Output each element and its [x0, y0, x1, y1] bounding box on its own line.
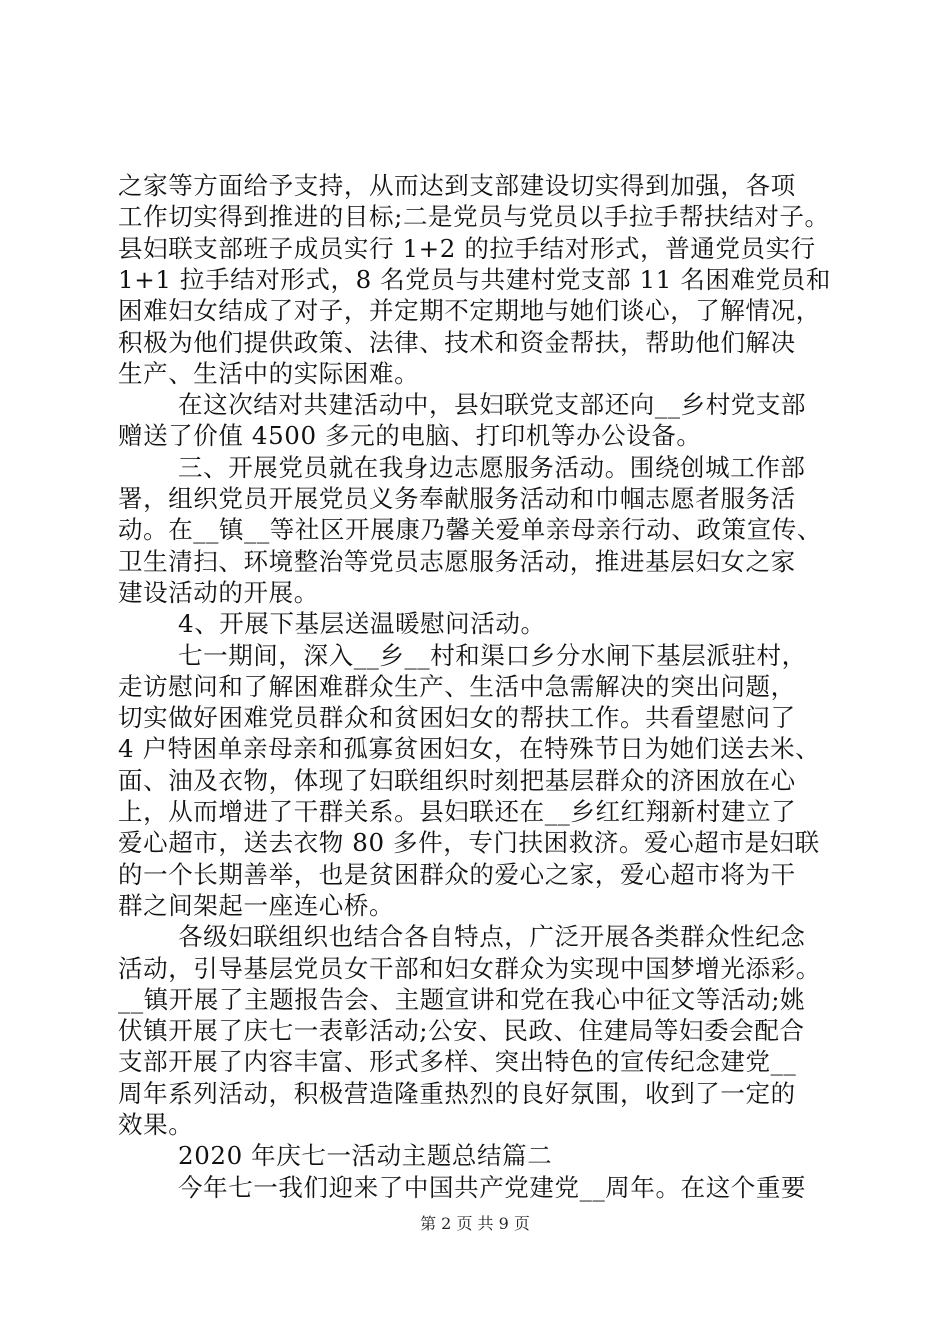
- text-line: 爱心超市，送去衣物 80 多件，专门扶困救济。爱心超市是妇联: [118, 828, 820, 858]
- paragraph-first-line: 七一期间，深入__乡__村和渠口乡分水闸下基层派驻村，: [178, 640, 807, 670]
- text-line: 建设活动的开展。: [118, 577, 319, 607]
- text-line: 群之间架起一座连心桥。: [118, 890, 395, 920]
- text-line: 周年系列活动，积极营造隆重热烈的良好氛围，收到了一定的: [118, 1078, 796, 1108]
- paragraph-first-line: 各级妇联组织也结合各自特点，广泛开展各类群众性纪念: [178, 922, 806, 952]
- text-line: 生产、生活中的实际困难。: [118, 358, 420, 388]
- text-line: 之家等方面给予支持，从而达到支部建设切实得到加强，各项: [118, 171, 796, 200]
- text-line: 效果。: [118, 1110, 194, 1139]
- text-line: 县妇联支部班子成员实行 1+2 的拉手结对形式，普通党员实行: [118, 233, 816, 263]
- text-line: 工作切实得到推进的目标;二是党员与党员以手拉手帮扶结对子。: [118, 202, 830, 232]
- text-line: 活动，引导基层党员女干部和妇女群众为实现中国梦增光添彩。: [118, 953, 821, 983]
- text-line: 4 户特困单亲母亲和孤寡贫困妇女，在特殊节日为她们送去米、: [118, 734, 821, 764]
- paragraph-first-line: 今年七一我们迎来了中国共产党建党__周年。在这个重要: [178, 1172, 807, 1202]
- text-line: 支部开展了内容丰富、形式多样、突出特色的宣传纪念建党__: [118, 1047, 797, 1077]
- page-footer: 第 2 页 共 9 页: [420, 1214, 530, 1233]
- text-line: 积极为他们提供政策、法律、技术和资金帮扶，帮助他们解决: [118, 327, 796, 357]
- text-line: 的一个长期善举，也是贫困群众的爱心之家，爱心超市将为干: [118, 859, 796, 889]
- paragraph-first-line: 在这次结对共建活动中，县妇联党支部还向__乡村党支部: [178, 390, 807, 420]
- text-line: 动。在__镇__等社区开展康乃馨关爱单亲母亲行动、政策宣传、: [118, 515, 822, 545]
- text-line: 面、油及衣物，体现了妇联组织时刻把基层群众的济困放在心: [118, 765, 796, 795]
- text-line: 署，组织党员开展党员义务奉献服务活动和巾帼志愿者服务活: [118, 484, 796, 513]
- text-line: __镇开展了主题报告会、主题宣讲和党在我心中征文等活动;姚: [118, 984, 806, 1014]
- text-line: 赠送了价值 4500 多元的电脑、打印机等办公设备。: [118, 421, 702, 451]
- text-line: 1+1 拉手结对形式，8 名党员与共建村党支部 11 名困难党员和: [118, 264, 831, 294]
- text-line: 卫生清扫、环境整治等党员志愿服务活动，推进基层妇女之家: [118, 546, 796, 576]
- paragraph-first-line: 三、开展党员就在我身边志愿服务活动。围绕创城工作部: [178, 452, 806, 482]
- text-line: 走访慰问和了解困难群众生产、生活中急需解决的突出问题，: [118, 671, 796, 701]
- text-line: 切实做好困难党员群众和贫困妇女的帮扶工作。共看望慰问了: [118, 703, 796, 733]
- paragraph-first-line: 4、开展下基层送温暖慰问活动。: [178, 609, 546, 639]
- text-line: 困难妇女结成了对子，并定期不定期地与她们谈心，了解情况，: [118, 296, 821, 326]
- paragraph-first-line: 2020 年庆七一活动主题总结篇二: [178, 1141, 553, 1171]
- text-line: 伏镇开展了庆七一表彰活动;公安、民政、住建局等妇委会配合: [118, 1016, 805, 1046]
- text-line: 上，从而增进了干群关系。县妇联还在__乡红红翔新村建立了: [118, 797, 797, 826]
